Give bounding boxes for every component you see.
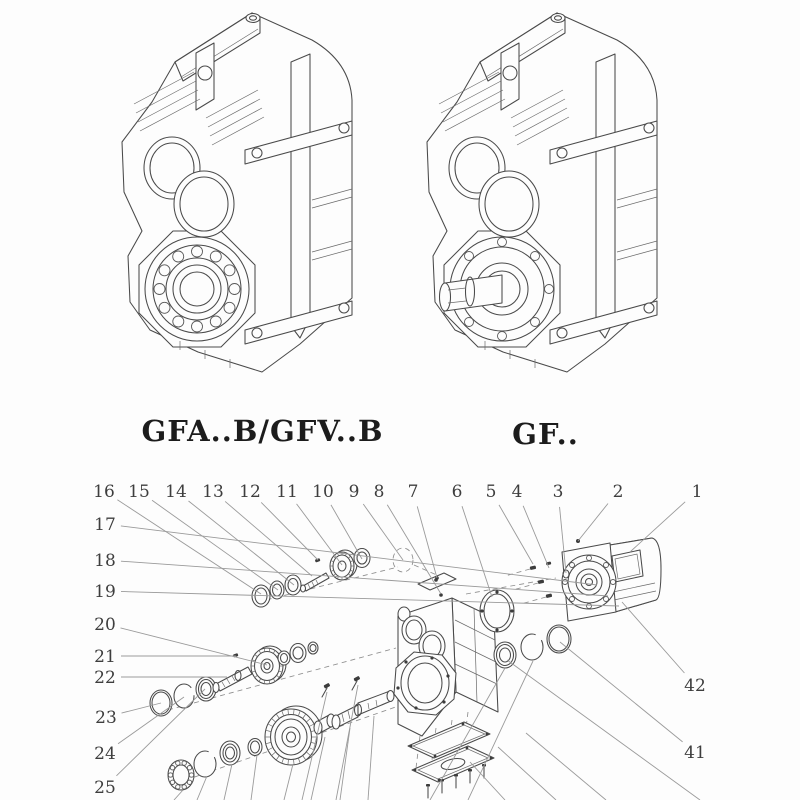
housing-output-flange: [394, 652, 456, 715]
bearing-ball: [170, 766, 174, 770]
model-label-left: GFA..B/GFV..B: [141, 414, 384, 448]
callout-18: 18: [94, 551, 116, 571]
callout-22: 22: [94, 668, 116, 688]
bearing-ball: [187, 780, 191, 784]
bearing-ball: [176, 761, 180, 765]
callout-41: 41: [684, 743, 706, 763]
callout-8: 8: [373, 482, 385, 502]
model-label-right: GF..: [512, 417, 579, 451]
callout-19: 19: [94, 582, 116, 602]
intermediate-shaft-parts: [150, 642, 318, 716]
bearing-ball: [170, 780, 174, 784]
bearing-ball: [189, 773, 193, 777]
callout-13: 13: [202, 482, 224, 502]
bearing-ball: [224, 265, 235, 276]
snap-ring: [174, 684, 194, 708]
snap-ring: [521, 634, 543, 660]
leader-line-9: [363, 504, 403, 560]
callout-11: 11: [276, 482, 298, 502]
mounting-rail: [291, 54, 310, 326]
callout-4: 4: [511, 482, 523, 502]
bearing-ball: [173, 251, 184, 262]
callout-15: 15: [128, 482, 150, 502]
bearing-ball: [210, 316, 221, 327]
exploded-view-drawing: [93, 482, 706, 800]
callout-1: 1: [691, 482, 703, 502]
callout-24: 24: [94, 744, 116, 764]
callout-7: 7: [407, 482, 419, 502]
shaft-bolts: [322, 676, 360, 697]
leader-line-6: [462, 506, 492, 597]
terminal-box: [612, 550, 643, 582]
filler-plug: [551, 14, 565, 23]
gear-housing-part: [394, 573, 498, 736]
leader-line-5: [499, 505, 533, 564]
leader-line-4: [523, 506, 549, 568]
leader-line-7: [417, 506, 437, 578]
callout-9: 9: [348, 482, 360, 502]
leader-line-2: [578, 503, 608, 541]
bearing-ball: [192, 246, 203, 257]
bearing-ball: [159, 302, 170, 313]
bearing-ball: [173, 316, 184, 327]
callout-6: 6: [451, 482, 463, 502]
bracket-hole: [503, 66, 517, 80]
callout-14: 14: [165, 482, 187, 502]
callout-20: 20: [94, 615, 116, 635]
bearing: [220, 741, 240, 765]
output-bearing: [145, 237, 249, 341]
gearbox-left-drawing: [122, 13, 352, 372]
callout-25: 25: [94, 778, 116, 798]
filler-plug: [246, 14, 260, 23]
callout-23: 23: [95, 708, 117, 728]
leader-line-17: [121, 526, 597, 585]
bracket-hole: [198, 66, 212, 80]
bearing-ball: [182, 761, 186, 765]
bearing-ball: [224, 302, 235, 313]
bearing-ball: [168, 773, 172, 777]
flange-gasket: [480, 590, 514, 632]
callout-2: 2: [612, 482, 624, 502]
leader-line-15: [152, 500, 278, 590]
gearbox-right-drawing: [427, 13, 657, 372]
output-gear: [265, 706, 322, 765]
output-shaft: [332, 691, 394, 730]
bearing-ball: [229, 284, 240, 295]
set-screw: [315, 558, 321, 562]
bearing-ball: [192, 321, 203, 332]
callout-21: 21: [94, 647, 116, 667]
bearing-ball: [187, 766, 191, 770]
roller-bearing: [168, 760, 194, 790]
leader-line-12: [261, 502, 318, 560]
leader-line-42: [622, 602, 684, 673]
bearing: [290, 644, 306, 663]
leader-line-20: [121, 628, 267, 665]
callout-16: 16: [93, 482, 115, 502]
callout-10: 10: [312, 482, 334, 502]
ring: [547, 625, 571, 653]
bearing: [354, 549, 370, 568]
bearing-ball: [182, 785, 186, 789]
callout-5: 5: [485, 482, 497, 502]
leader-line-41: [560, 642, 683, 742]
callout-42: 42: [684, 676, 706, 696]
leader-line-19: [121, 591, 619, 606]
bearing-ball: [159, 265, 170, 276]
mounting-rail: [596, 54, 615, 326]
callout-17: 17: [94, 515, 116, 535]
bearing-ball: [210, 251, 221, 262]
bearing-ball: [176, 785, 180, 789]
callout-3: 3: [552, 482, 564, 502]
callout-12: 12: [239, 482, 261, 502]
motor-part: [562, 538, 661, 621]
bearing-ball: [154, 284, 165, 295]
snap-ring: [194, 751, 216, 777]
